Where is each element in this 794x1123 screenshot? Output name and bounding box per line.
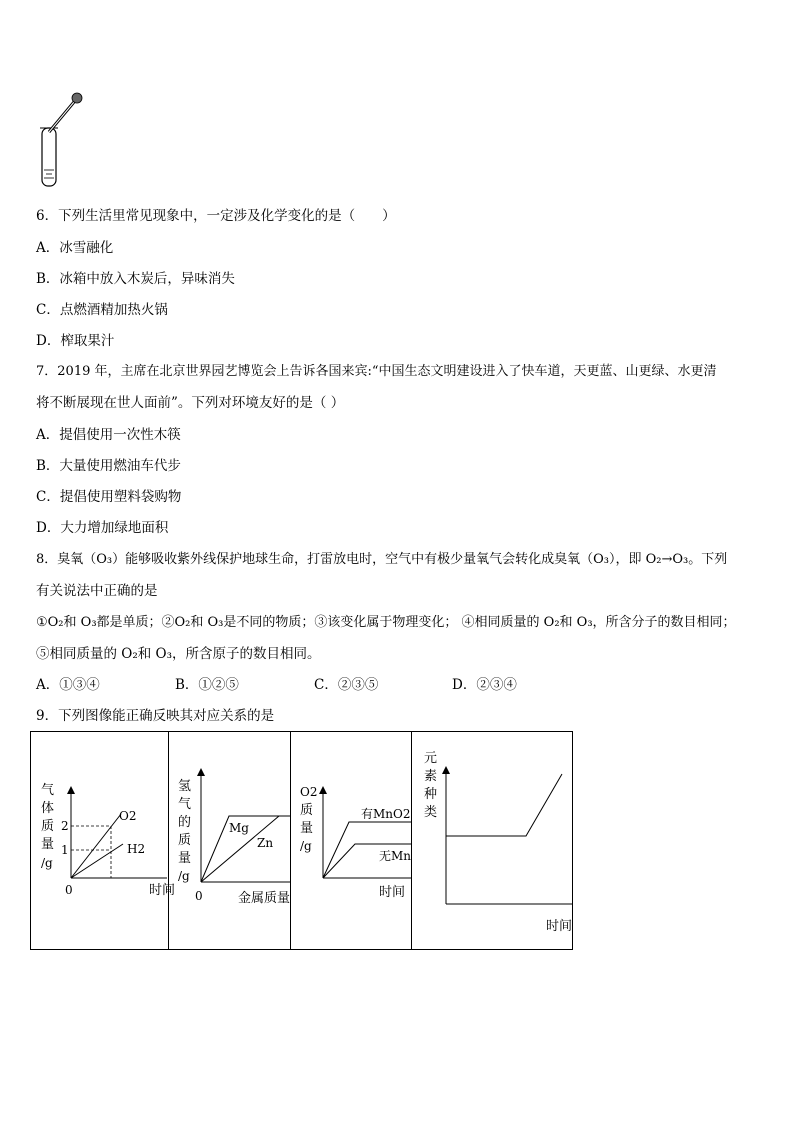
graph-3-x-label: 时间: [379, 885, 406, 900]
graph-1-tick-2: 2: [61, 819, 69, 833]
q8-option-b: B．①②⑤: [175, 677, 239, 693]
svg-text:类: 类: [424, 805, 438, 820]
q8-option-c: C．②③⑤: [314, 677, 379, 693]
graph-1-series-h2-label: H2: [127, 842, 146, 856]
graph-2-series-zn-label: Zn: [257, 836, 274, 850]
graph-1-series-o2-label: O2: [119, 809, 137, 823]
graph-4-x-label: 时间: [546, 919, 573, 934]
dropper-test-tube-illustration: [34, 90, 90, 194]
q7-option-b: B．大量使用燃油车代步: [36, 458, 181, 474]
graph-3-series-with-label: 有MnO2: [361, 807, 411, 821]
q8-stem-line1: 8．臭氧（O₃）能够吸收紫外线保护地球生命，打雷放电时，空气中有极少量氧气会转化成臭氧（O₃），即 O₂→O₃。下列: [36, 552, 728, 567]
q8-option-a: A．①③④: [36, 677, 100, 693]
graph-1-origin: 0: [65, 883, 73, 897]
svg-text:O2: O2: [300, 785, 318, 799]
svg-text:气: 气: [178, 797, 192, 812]
graph-4: [412, 732, 572, 949]
graph-3: [291, 732, 411, 949]
q6-option-c: C．点燃酒精加热火锅: [36, 302, 168, 318]
graph-2-series-mg-label: Mg: [229, 821, 249, 835]
graph-1-series-o2-line: [71, 814, 121, 878]
svg-text:素: 素: [424, 769, 438, 784]
q7-option-a: A．提倡使用一次性木筷: [36, 427, 181, 443]
graph-1: [31, 732, 176, 949]
q6-option-b: B．冰箱中放入木炭后，异味消失: [36, 271, 235, 287]
q9-stem: 9．下列图像能正确反映其对应关系的是: [36, 708, 275, 724]
svg-text:质: 质: [41, 819, 55, 834]
graph-3-y-label: [300, 785, 317, 853]
svg-text:氢: 氢: [178, 779, 192, 794]
graph-2: [169, 732, 290, 949]
q8-option-d: D．②③④: [452, 677, 517, 693]
graph-1-series-h2-line: [71, 844, 123, 878]
graph-1-x-label: 时间: [149, 883, 176, 898]
svg-text:体: 体: [41, 801, 55, 816]
svg-text:元: 元: [424, 751, 438, 766]
graph-2-x-label: 金属质量: [238, 891, 291, 906]
svg-text:种: 种: [424, 787, 438, 802]
q6-stem: 6．下列生活里常见现象中，一定涉及化学变化的是（ ）: [36, 208, 396, 224]
q7-option-c: C．提倡使用塑料袋购物: [36, 489, 182, 505]
svg-text:气: 气: [41, 783, 55, 798]
q7-stem-line1: 7．2019 年，主席在北京世界园艺博览会上告诉各国来宾:“中国生态文明建设进入了快车道，天更蓝、山更绿、水更清: [36, 364, 717, 379]
svg-text:质: 质: [178, 833, 192, 848]
graph-4-y-label: [424, 751, 437, 820]
svg-text:/g: /g: [300, 839, 312, 853]
svg-text:量: 量: [178, 851, 192, 866]
q7-stem-line2: 将不断展现在世人面前”。下列对环境友好的是（ ）: [36, 395, 345, 411]
svg-text:/g: /g: [41, 856, 53, 870]
svg-text:量: 量: [41, 837, 55, 852]
q6-option-a: A．冰雪融化: [36, 240, 114, 256]
q8-statements-line2: ⑤相同质量的 O₂和 O₃，所含原子的数目相同。: [36, 646, 321, 662]
svg-text:质: 质: [300, 803, 314, 818]
graph-1-y-label: [41, 783, 54, 870]
svg-text:的: 的: [178, 815, 192, 830]
q6-option-d: D．榨取果汁: [36, 333, 115, 349]
q8-stem-line2: 有关说法中正确的是: [36, 583, 158, 599]
graph-1-tick-1: 1: [61, 843, 69, 857]
graph-3-series-without-label: 无Mn: [379, 849, 412, 863]
graph-2-y-label: [178, 779, 191, 883]
q8-statements-line1: ①O₂和 O₃都是单质；②O₂和 O₃是不同的物质；③该变化属于物理变化； ④相同质量的 O₂和 O₃，所含分子的数目相同；: [36, 615, 736, 630]
svg-text:/g: /g: [178, 869, 190, 883]
graph-2-origin: 0: [195, 889, 203, 903]
q7-option-d: D．大力增加绿地面积: [36, 520, 169, 536]
graph-4-series-line: [446, 774, 562, 836]
svg-text:量: 量: [300, 821, 314, 836]
